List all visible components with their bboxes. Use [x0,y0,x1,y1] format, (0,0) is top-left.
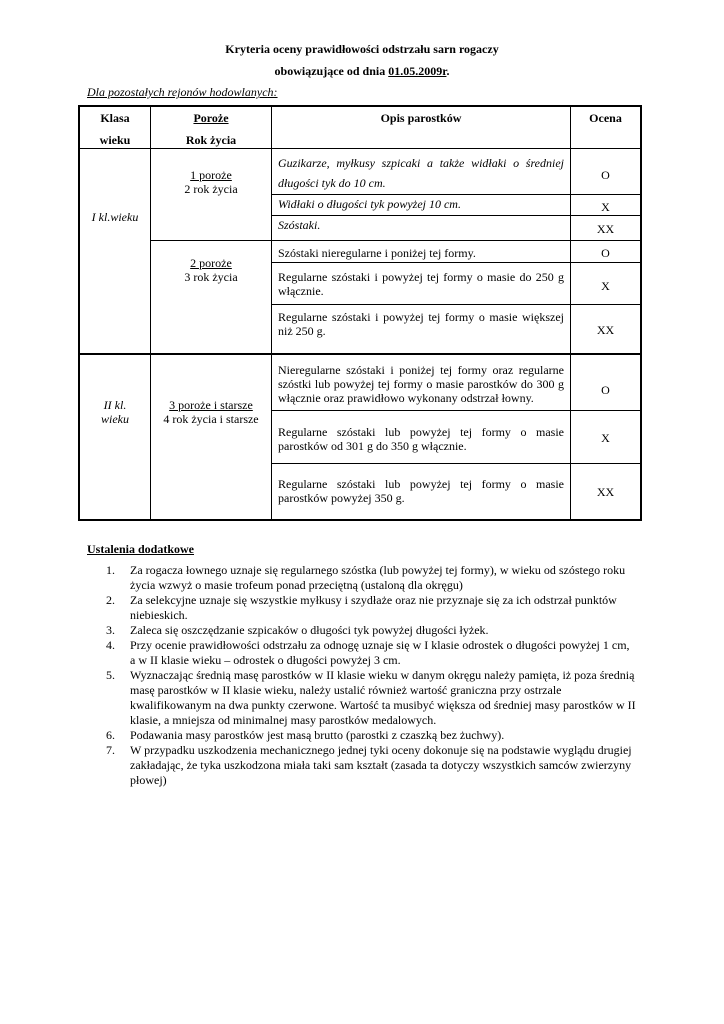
description-cell: Szóstaki nieregularne i poniżej tej formy. [278,246,476,260]
antler-label: 3 poroże i starsze [169,398,253,412]
grade-cell: X [601,200,610,214]
list-item-text: Zaleca się oszczędzanie szpicaków o długości tyk powyżej długości łyżek. [130,623,489,637]
grade-cell: O [601,168,610,182]
list-item-number: 1. [106,563,115,577]
grade-cell: X [601,279,610,293]
document-title: Kryteria oceny prawidłowości odstrzału sarn rogaczy [225,42,499,56]
list-item [106,743,636,788]
antler-group [151,398,271,426]
table-divider [271,194,640,195]
subtitle-suffix: . [446,64,450,78]
header-age-class-line2: wieku [99,133,131,147]
additional-list [106,563,636,788]
description-cell: Regularne szóstaki lub powyżej tej formy o masie parostków powyżej 350 g. [278,477,564,505]
antler-label: 2 poroże [190,256,232,270]
grade-cell: XX [596,222,615,236]
age-class-label-line2: wieku [101,412,129,426]
description-cell: Regularne szóstaki lub powyżej tej formy o masie parostków od 301 g do 350 g włącznie. [278,425,564,453]
antler-group [151,256,271,284]
list-item-text: Przy ocenie prawidłowości odstrzału za odnogę uznaje się w I klasie odrostek o długości powyżej 1 cm, a w II klasie wieku – odrostek o długości powyżej 3 cm. [130,638,630,667]
description-cell: Widłaki o długości tyk powyżej 10 cm. [278,197,461,211]
table-divider [271,463,640,464]
year-label: 4 rok życia i starsze [163,412,259,426]
document-subtitle [0,64,724,79]
header-age-class [80,111,150,147]
list-item-number: 4. [106,638,115,652]
header-grade: Ocena [589,111,622,125]
list-item-text: Wyznaczając średnią masę parostków w II klasie wieku w danym okręgu należy pamięta, iż poza średnią masę parostków w II klasie wieku, należy ustalić również wartość graniczna przy ostrzale kwalifikowanym na dwa punkty czerwone. Wartość ta musibyć większa od średniej masy parostków w II klasie, a mniejsza od minimalnej masy parostków medalowych. [130,668,636,727]
table-divider [271,304,640,305]
list-item [106,668,636,728]
header-age-class-line1: Klasa [100,111,130,125]
table-divider [271,215,640,216]
grade-cell: XX [596,323,615,337]
description-cell: Nieregularne szóstaki i poniżej tej formy oraz regularne szóstki lub powyżej tej formy o masie parostków do 300 g włącznie oraz prawidłowo wykonany odstrzał łowny. [278,363,564,405]
table-divider [150,240,640,241]
list-item [106,623,636,638]
list-item-number: 3. [106,623,115,637]
age-class-label: I kl.wieku [91,210,139,224]
additional-title: Ustalenia dodatkowe [87,542,195,556]
header-antler [151,111,271,147]
year-label: 2 rok życia [184,182,238,196]
grade-cell: O [601,383,610,397]
subtitle-date: 01.05.2009r [388,64,447,78]
table-divider [271,107,272,519]
grade-cell: X [601,431,610,445]
list-item [106,638,636,668]
description-cell: Regularne szóstaki i powyżej tej formy o masie większej niż 250 g. [278,310,564,338]
table-divider [271,262,640,263]
description-cell: Regularne szóstaki i powyżej tej formy o masie do 250 g włącznie. [278,270,564,298]
table-divider [80,353,640,355]
list-item-text: Za selekcyjne uznaje się wszystkie myłkusy i szydłaże oraz nie przyznaje się za ich odstrzał punktów niebieskich. [130,593,617,622]
list-item [106,563,636,593]
header-description: Opis parostków [380,111,462,125]
list-item-number: 5. [106,668,115,682]
grade-cell: XX [596,485,615,499]
list-item-text: Podawania masy parostków jest masą brutto (parostki z czaszką bez żuchwy). [130,728,505,742]
header-antler-line1: Poroże [193,111,229,125]
description-cell: Guzikarze, myłkusy szpicaki a także widłaki o średniej długości tyk do 10 cm. [278,156,564,190]
age-class-label [80,398,150,426]
antler-group [151,168,271,196]
antler-label: 1 poroże [190,168,232,182]
age-class-label-line1: II kl. [103,398,127,412]
region-note: Dla pozostałych rejonów hodowlanych: [87,85,278,99]
list-item-text: Za rogacza łownego uznaje się regularnego szóstka (lub powyżej tej formy), w wieku od szóstego roku życia wzwyż o masie trofeum ponad przeciętną (ustaloną dla okręgu) [130,563,626,592]
description-cell: Szóstaki. [278,218,321,232]
subtitle-prefix: obowiązujące od dnia [274,64,389,78]
grade-cell: O [601,246,610,260]
list-item-number: 6. [106,728,115,742]
list-item [106,728,636,743]
table-divider [80,148,640,149]
list-item-number: 2. [106,593,115,607]
table-divider [271,410,640,411]
header-antler-line1-wrap [151,111,271,125]
year-label: 3 rok życia [184,270,238,284]
criteria-table [78,105,642,521]
list-item [106,593,636,623]
list-item-text: W przypadku uszkodzenia mechanicznego jednej tyki oceny dokonuje się na podstawie wyglądu drugiej zakładając, że tyka uszkodzona miała taki sam kształt (zasada ta dotyczy wszystkich samców zwierzyny płowej) [130,743,632,787]
list-item-number: 7. [106,743,115,757]
header-antler-line2: Rok życia [185,133,237,147]
